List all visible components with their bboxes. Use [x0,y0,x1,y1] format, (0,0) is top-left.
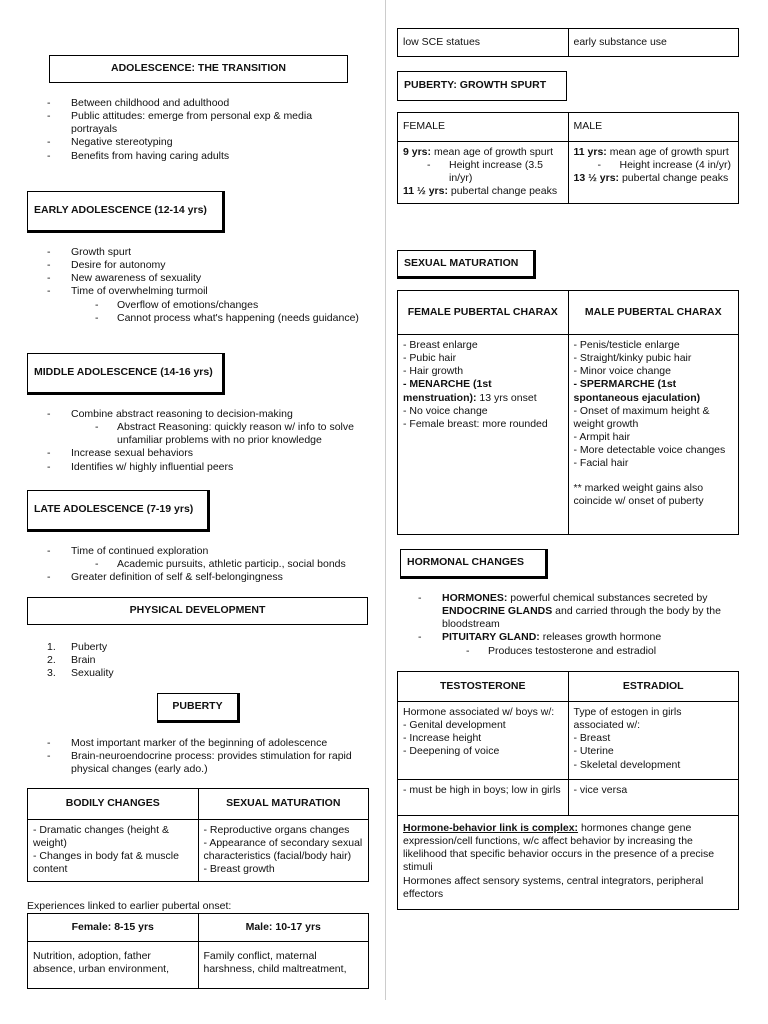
list-item: - Benefits from having caring adults [47,150,347,163]
section-title-late: LATE ADOLESCENCE (7-19 yrs) [27,490,210,532]
section-title-physical: PHYSICAL DEVELOPMENT [27,597,368,625]
list-item: - Negative stereotyping [47,136,347,149]
list-item: 2. Brain [47,654,96,667]
table-header: FEMALE PUBERTAL CHARAX [398,291,569,335]
table-cell: - vice versa [568,780,739,816]
list-item: 3. Sexuality [47,667,114,680]
list-item: - Between childhood and adulthood [47,97,347,110]
list-item: - Brain-neuroendocrine process: provides stimulation for rapid physical changes (early ado.) [47,750,357,776]
bodily-changes-table [27,788,369,882]
list-item: - Combine abstract reasoning to decision-making [47,408,377,421]
onset-caption: Experiences linked to earlier pubertal onset: [27,900,232,912]
section-title-transition: ADOLESCENCE: THE TRANSITION [49,55,348,83]
late-list [47,545,377,584]
growth-spurt-table [397,112,739,204]
section-title-sexual-maturation: SEXUAL MATURATION [397,250,536,279]
list-item: - Growth spurt [47,246,367,259]
table-cell: Hormone-behavior link is complex: hormones change gene expression/cell functions, w/c affect behavior by increasing the likelihood that specific behavior occurs in the presence of a precise stimuli Hormones affect sensory systems, central integrators, peripheral effectors [398,816,739,910]
list-item: - Time of continued exploration [47,545,377,558]
table-header: MALE PUBERTAL CHARAX [568,291,739,335]
table-cell: - must be high in boys; low in girls [398,780,569,816]
table-header: Male: 10-17 yrs [198,914,369,942]
table-cell: - Breast enlarge - Pubic hair - Hair growth - MENARCHE (1st menstruation): 13 yrs onset - No voice change - Female breast: more rounded [398,335,569,535]
table-cell: early substance use [568,29,739,57]
pubertal-charax-table [397,290,739,535]
column-divider [385,0,386,1000]
table-header: BODILY CHANGES [28,789,199,820]
list-item: - Cannot process what's happening (needs guidance) [47,312,367,325]
substance-table [397,28,739,57]
list-item: - Desire for autonomy [47,259,367,272]
list-item: - Abstract Reasoning: quickly reason w/ info to solve unfamiliar problems with no prior knowledge [47,421,377,447]
table-header: FEMALE [398,113,569,142]
list-item: - Public attitudes: emerge from personal exp & media portrayals [47,110,347,136]
hormone-table [397,671,739,910]
table-header: ESTRADIOL [568,672,739,702]
section-title-growth-spurt: PUBERTY: GROWTH SPURT [397,71,567,101]
table-header: MALE [568,113,739,142]
table-cell: - Penis/testicle enlarge - Straight/kinky pubic hair - Minor voice change - SPERMARCHE (1st spontaneous ejaculation) - Onset of maximum height & weight growth - Armpit hair - More detectable voice changes - Facial hair ** marked weight gains also coincide w/ onset of puberty [568,335,739,535]
table-cell: Nutrition, adoption, father absence, urban environment, [28,942,199,989]
table-header: SEXUAL MATURATION [198,789,369,820]
list-item: - PITUITARY GLAND: releases growth hormone [418,631,738,644]
list-item: - Increase sexual behaviors [47,447,377,460]
table-cell: 11 yrs: mean age of growth spurt - Height increase (4 in/yr) 13 ½ yrs: pubertal change peaks [568,142,739,204]
table-cell: - Dramatic changes (height & weight) - Changes in body fat & muscle content [28,820,199,882]
hormonal-list [418,592,738,658]
list-item: - Identifies w/ highly influential peers [47,461,377,474]
middle-list [47,408,377,474]
list-item: - Academic pursuits, athletic particip., social bonds [47,558,377,571]
puberty-list [47,737,357,776]
early-list [47,246,367,325]
table-header: Female: 8-15 yrs [28,914,199,942]
section-title-early: EARLY ADOLESCENCE (12-14 yrs) [27,191,225,233]
list-item: 1. Puberty [47,641,108,653]
table-header: TESTOSTERONE [398,672,569,702]
table-cell: Family conflict, maternal harshness, child maltreatment, [198,942,369,989]
physical-list [47,641,247,680]
list-item: - Overflow of emotions/changes [47,299,367,312]
onset-table [27,913,369,989]
list-item: - Greater definition of self & self-belongingness [47,571,377,584]
section-title-middle: MIDDLE ADOLESCENCE (14-16 yrs) [27,353,225,395]
list-item: - Most important marker of the beginning of adolescence [47,737,357,750]
intro-list [47,97,347,163]
section-title-puberty: PUBERTY [157,693,240,723]
list-item: - Time of overwhelming turmoil [47,285,367,298]
section-title-hormonal: HORMONAL CHANGES [400,549,548,579]
table-cell: low SCE statues [398,29,569,57]
table-cell: Hormone associated w/ boys w/: - Genital development - Increase height - Deepening of voice [398,702,569,780]
list-item: - HORMONES: powerful chemical substances secreted by ENDOCRINE GLANDS and carried through the body by the bloodstream [418,592,738,631]
list-item: - Produces testosterone and estradiol [418,645,738,658]
table-cell: Type of estogen in girls associated w/: - Breast - Uterine - Skeletal development [568,702,739,780]
table-cell: 9 yrs: mean age of growth spurt - Height increase (3.5 in/yr) 11 ½ yrs: pubertal change peaks [398,142,569,204]
list-item: - New awareness of sexuality [47,272,367,285]
table-cell: - Reproductive organs changes - Appearance of secondary sexual characteristics (facial/body hair) - Breast growth [198,820,369,882]
